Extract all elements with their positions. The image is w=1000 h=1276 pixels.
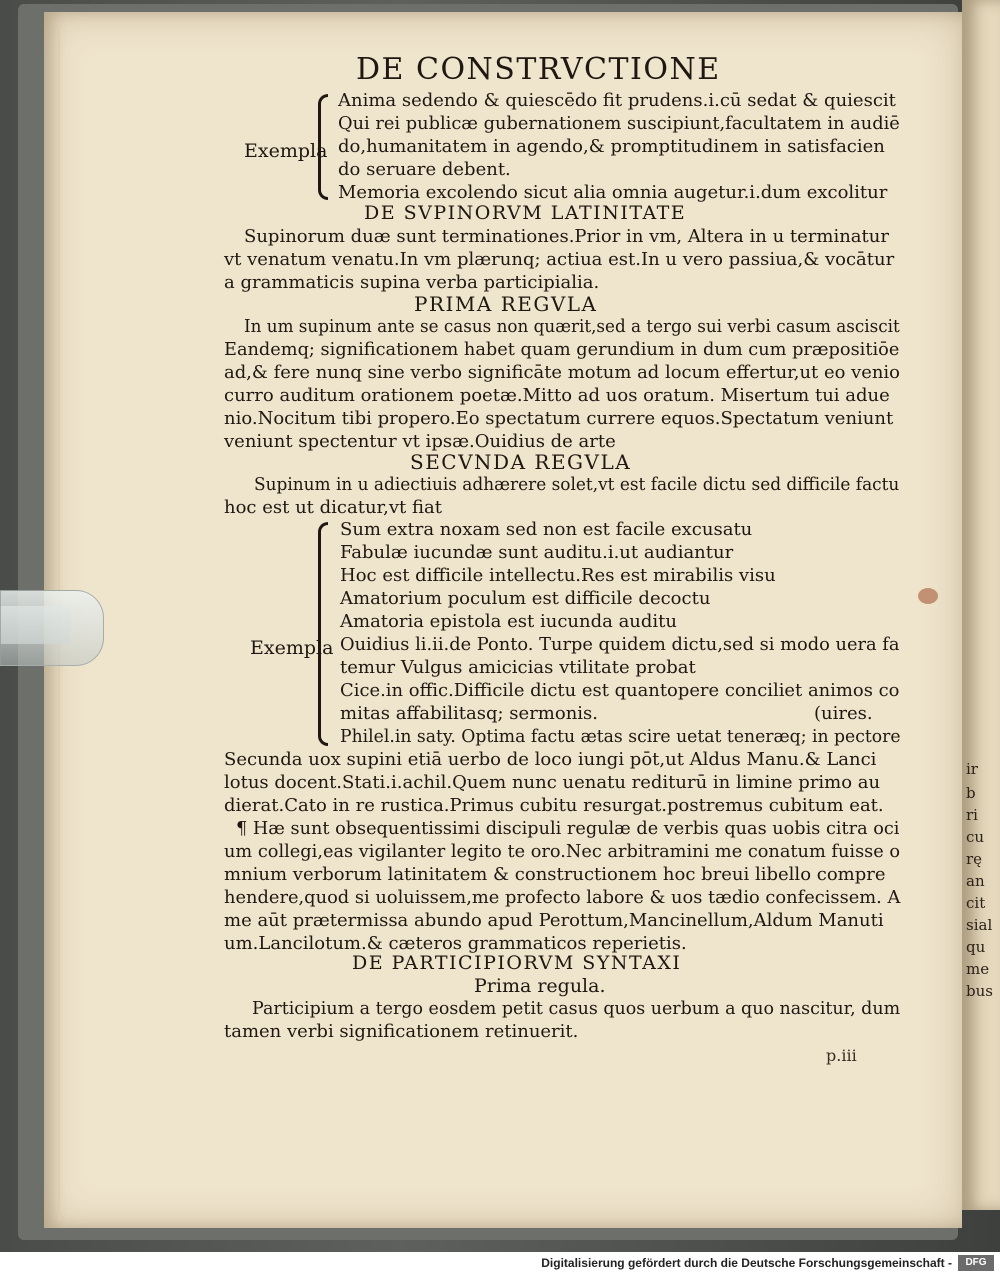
footer xyxy=(0,1252,1000,1276)
signature-mark: p.iii xyxy=(826,1046,857,1065)
text-line: Hoc est difficile intellectu.Res est mirabilis visu xyxy=(340,565,776,586)
text-line: (uires. xyxy=(814,703,873,724)
text-line: ¶ Hæ sunt obsequentissimi discipuli regulæ de verbis quas uobis citra oci xyxy=(236,818,900,839)
section-heading: DE PARTICIPIORVM SYNTAXI xyxy=(352,952,682,974)
facing-fragment: bus xyxy=(966,982,993,1000)
text-line: Memoria excolendo sicut alia omnia augetur.i.dum excolitur xyxy=(338,182,888,203)
text-line: Philel.in saty. Optima factu ætas scire uetat teneræq; in pectore xyxy=(340,726,901,747)
funding-credit: Digitalisierung gefördert durch die Deutsche Forschungsgemeinschaft - xyxy=(541,1256,952,1270)
text-line: um.Lancilotum.& cæteros grammaticos reperietis. xyxy=(224,933,687,954)
exempla-label: Exempla xyxy=(244,140,328,162)
facing-fragment: b xyxy=(966,784,976,802)
text-line: ad,& fere nunq sine verbo significāte motum ad locum effertur,ut eo venio xyxy=(224,362,900,383)
running-title: DE CONSTRVCTIONE xyxy=(356,52,721,87)
text-line: In um supinum ante se casus non quærit,sed a tergo sui verbi casum asciscit xyxy=(244,316,900,337)
text-line: a grammaticis supina verba participialia. xyxy=(224,272,600,293)
exempla-label: Exempla xyxy=(250,637,334,659)
facing-fragment: cit xyxy=(966,894,986,912)
text-line: Fabulæ iucundæ sunt auditu.i.ut audiantur xyxy=(340,542,734,563)
text-line: Anima sedendo & quiescēdo fit prudens.i.cū sedat & quiescit xyxy=(338,90,896,111)
text-line: Sum extra noxam sed non est facile excusatu xyxy=(340,519,753,540)
text-line: Eandemq; significationem habet quam gerundium in dum cum præpositiōe xyxy=(224,339,900,360)
text-line: do,humanitatem in agendo,& promptitudinem in satisfacien xyxy=(338,136,885,157)
text-line: lotus docent.Stati.i.achil.Quem nunc uenatu rediturū in limine primo au xyxy=(224,772,881,793)
text-line: hendere,quod si uoluissem,me profecto labore & uos tædio confecissem. A xyxy=(224,887,901,908)
facing-fragment: sial xyxy=(966,916,993,934)
text-line: Qui rei publicæ gubernationem suscipiunt,facultatem in audiē xyxy=(338,113,900,134)
subheading: Prima regula. xyxy=(474,975,606,997)
text-line: Amatoria epistola est iucunda auditu xyxy=(340,611,677,632)
text-line: Participium a tergo eosdem petit casus quos uerbum a quo nascitur, dum xyxy=(252,998,901,1019)
text-line: dierat.Cato in re rustica.Primus cubitu resurgat.postremus cubitum eat. xyxy=(224,795,884,816)
text-line: me aūt prætermissa abundo apud Perottum,Mancinellum,Aldum Manuti xyxy=(224,910,884,931)
text-line: um collegi,eas vigilanter legito te oro.Nec arbitramini me conatum fuisse o xyxy=(224,841,901,862)
facing-fragment: rę xyxy=(966,850,983,868)
text-line: Supinorum duæ sunt terminationes.Prior in vm, Altera in u terminatur xyxy=(244,226,889,247)
section-heading: PRIMA REGVLA xyxy=(414,292,598,316)
text-line: curro auditum orationem poetæ.Mitto ad uos oratum. Misertum tui adue xyxy=(224,385,890,406)
facing-fragment: ir xyxy=(966,760,978,778)
text-line: vt venatum venatu.In vm plærunq; actiua est.In u vero passiua,& vocātur xyxy=(224,249,895,270)
facing-fragment: qu xyxy=(966,938,986,956)
text-line: tamen verbi significationem retinuerit. xyxy=(224,1021,579,1042)
text-line: nio.Nocitum tibi propero.Eo spectatum currere equos.Spectatum veniunt xyxy=(224,408,894,429)
section-heading: SECVNDA REGVLA xyxy=(410,450,632,474)
text-line: temur Vulgus amicicias vtilitate probat xyxy=(340,657,696,678)
text-line: Amatorium poculum est difficile decoctu xyxy=(340,588,711,609)
example-brace xyxy=(318,522,328,746)
dfg-logo: DFG xyxy=(958,1255,994,1271)
text-line: do seruare debent. xyxy=(338,159,511,180)
text-line: veniunt spectentur vt ipsæ.Ouidius de arte xyxy=(224,431,616,452)
facing-fragment: cu xyxy=(966,828,985,846)
text-line: Cice.in offic.Difficile dictu est quantopere conciliet animos co xyxy=(340,680,900,701)
facing-fragment: me xyxy=(966,960,990,978)
text-line: hoc est ut dicatur,vt fiat xyxy=(224,497,442,518)
text-line: Ouidius li.ii.de Ponto. Turpe quidem dictu,sed si modo uera fa xyxy=(340,634,900,655)
text-line: mitas affabilitasq; sermonis. xyxy=(340,703,599,724)
section-heading: DE SVPINORVM LATINITATE xyxy=(364,202,687,224)
facing-fragment: an xyxy=(966,872,985,890)
facing-fragment: ri xyxy=(966,806,978,824)
text-line: mnium verborum latinitatem & constructionem hoc breui libello compre xyxy=(224,864,886,885)
text-line: Secunda uox supini etiā uerbo de loco iungi pōt,ut Aldus Manu.& Lanci xyxy=(224,749,877,770)
text-line: Supinum in u adiectiuis adhærere solet,vt est facile dictu sed difficile factu xyxy=(254,474,900,495)
